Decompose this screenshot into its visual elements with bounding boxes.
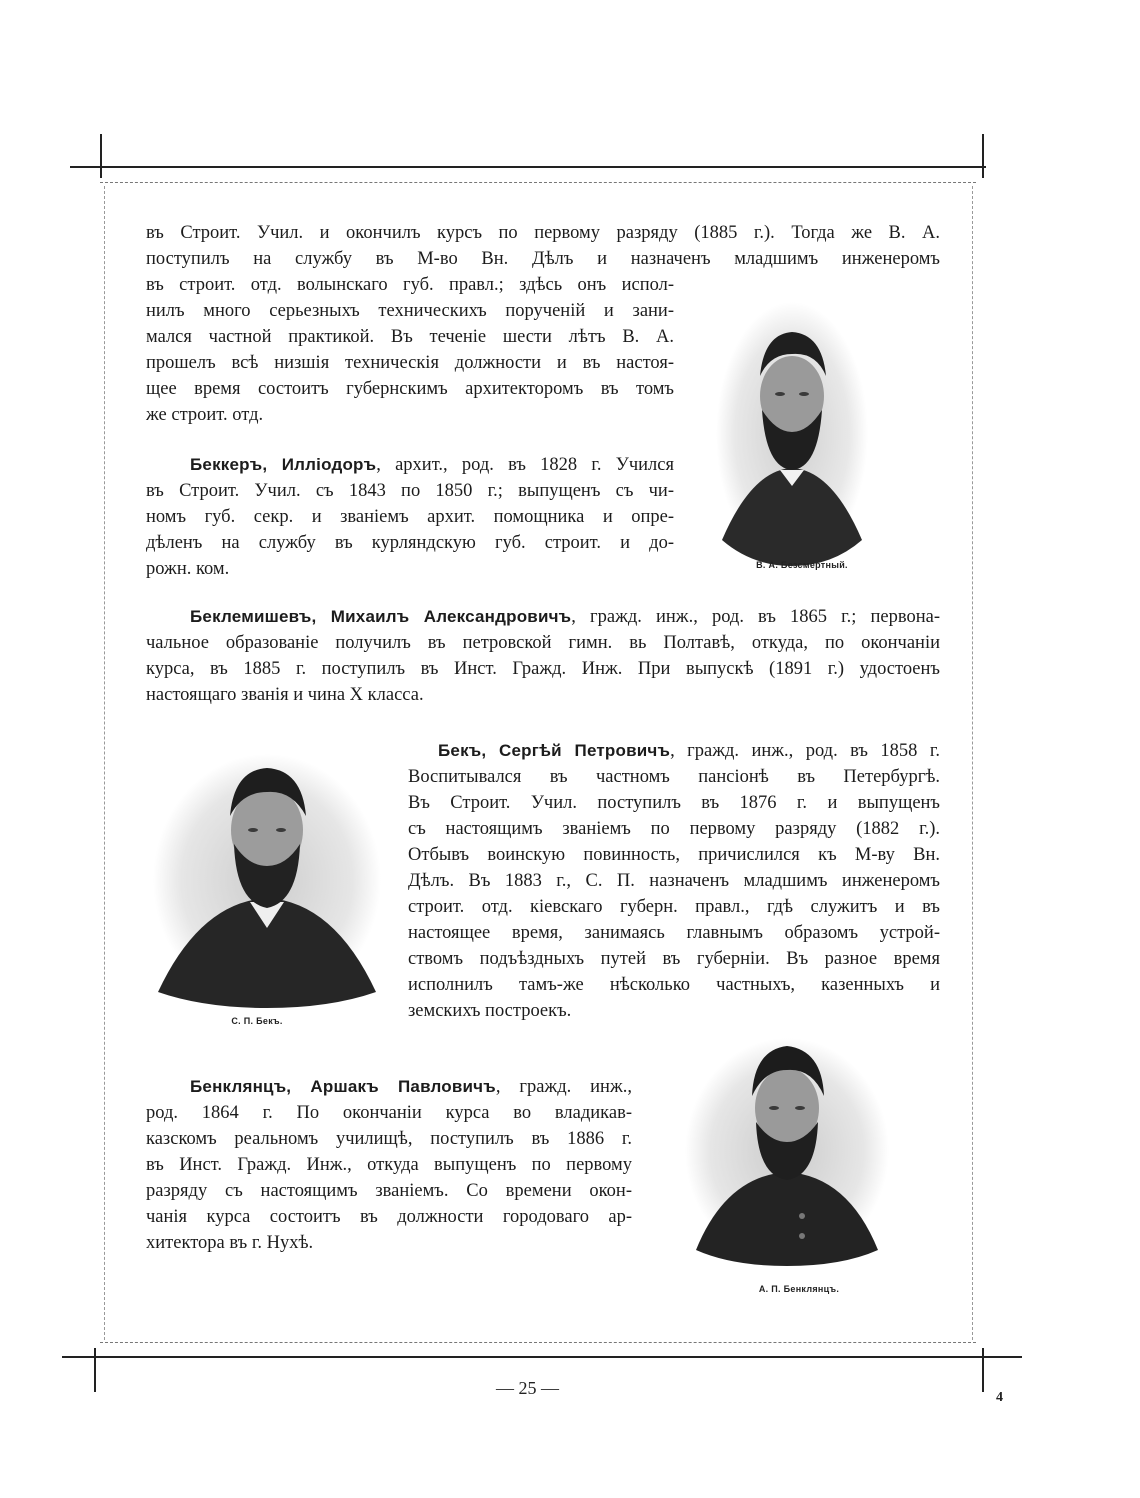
- beniklyants-line: чанія курса состоитъ въ должности городоваго ар-: [146, 1207, 632, 1227]
- right-tick-top: [982, 134, 984, 178]
- bek-line: строит. отд. кіевскаго губерн. правл., гдѣ служитъ и въ: [408, 897, 940, 917]
- caption-bezsmertny: В. А. Безсмертный.: [756, 560, 848, 570]
- bek-line: Отбывъ воинскую повинность, причислился къ М-ву Вн.: [408, 845, 940, 865]
- intro-line: прошелъ всѣ низшія техническія должности и въ настоя-: [146, 353, 674, 373]
- becker-line: , архит., род. въ 1828 г. Учился: [376, 455, 674, 475]
- bottom-rule: [62, 1356, 1022, 1358]
- intro-line: нилъ много серьезныхъ техническихъ порученій и зани-: [146, 301, 674, 321]
- bek-line: Въ Строит. Учил. поступилъ въ 1876 г. и выпущенъ: [408, 793, 940, 813]
- bek-line: настоящее время, занимаясь главнымъ образомъ устрой-: [408, 923, 940, 943]
- bek-line: исполнилъ тамъ-же нѣсколько частныхъ, казенныхъ и: [408, 975, 940, 995]
- portrait-beniklyants: [682, 1036, 892, 1266]
- left-tick-top: [100, 134, 102, 178]
- beklemishev-entry: [146, 604, 940, 708]
- intro-line: же строит. отд.: [146, 405, 264, 425]
- beniklyants-line: въ Инст. Гражд. Инж., откуда выпущенъ по первому: [146, 1155, 632, 1175]
- intro-line: въ строит. отд. волынскаго губ. правл.; здѣсь онъ испол-: [146, 275, 674, 295]
- beniklyants-line: хитектора въ г. Нухѣ.: [146, 1233, 314, 1253]
- intro-line: въ Строит. Учил. и окончилъ курсъ по первому разряду (1885 г.). Тогда же В. А.: [146, 223, 940, 243]
- caption-beniklyants: А. П. Бенклянцъ.: [758, 1284, 840, 1294]
- portrait-bek: [150, 752, 384, 1008]
- top-rule: [70, 166, 986, 168]
- beklemishev-line: курса, въ 1885 г. поступилъ въ Инст. Гражд. Инж. При выпускѣ (1891 г.) удостоенъ: [146, 659, 940, 679]
- becker-line: дѣленъ на службу въ курляндскую губ. строит. и до-: [146, 533, 674, 553]
- right-tick-bottom: [982, 1348, 984, 1392]
- bek-name: Бекъ, Сергѣй Петровичъ: [438, 741, 671, 760]
- beniklyants-name: Бенклянцъ, Аршакъ Павловичъ: [190, 1077, 496, 1096]
- becker-line: рожн. ком.: [146, 559, 230, 579]
- page-number: — 25 —: [496, 1378, 559, 1398]
- bottom-dashed-rule: [100, 1342, 976, 1343]
- left-tick-bottom: [94, 1348, 96, 1392]
- beniklyants-line: , гражд. инж.,: [495, 1077, 632, 1097]
- intro-paragraph-wrap: [146, 272, 674, 428]
- beniklyants-line: род. 1864 г. По окончаніи курса во владикав-: [146, 1103, 632, 1123]
- caption-bek: С. П. Бекъ.: [231, 1016, 283, 1026]
- becker-line: въ Строит. Учил. съ 1843 по 1850 г.; выпущенъ съ чи-: [146, 481, 674, 501]
- bek-line: земскихъ построекъ.: [408, 1001, 572, 1021]
- bek-line: Воспитывался въ частномъ пансіонѣ въ Петербургѣ.: [408, 767, 940, 787]
- corner-mark: 4: [996, 1390, 1003, 1405]
- becker-line: номъ губ. секр. и званіемъ архит. помощника и опре-: [146, 507, 674, 527]
- bek-line: Дѣлъ. Въ 1883 г., С. П. назначенъ младшимъ инженеромъ: [408, 871, 940, 891]
- intro-line: щее время состоитъ губернскимъ архитекторомъ въ томъ: [146, 379, 674, 399]
- intro-line: поступилъ на службу въ М-во Вн. Дѣлъ и назначенъ младшимъ инженеромъ: [146, 249, 940, 269]
- bek-line: съ настоящимъ званіемъ по первому разряду (1882 г.).: [408, 819, 940, 839]
- beklemishev-line: чальное образованіе получилъ въ петровской гимн. вь Полтавѣ, откуда, по окончаніи: [146, 633, 940, 653]
- beklemishev-line: , гражд. инж., род. въ 1865 г.; первона-: [571, 607, 940, 627]
- beniklyants-entry: [146, 1074, 632, 1256]
- becker-entry: [146, 452, 674, 582]
- right-dashed-border: [972, 186, 973, 1340]
- left-dashed-border: [104, 186, 105, 1340]
- portrait-bezsmertny: [712, 300, 872, 568]
- beklemishev-line: настоящаго званія и чина X класса.: [146, 685, 424, 705]
- bek-line: , гражд. инж., род. въ 1858 г.: [670, 741, 940, 761]
- bek-entry: [408, 738, 940, 1024]
- intro-paragraph: [146, 220, 940, 272]
- top-dashed-rule: [100, 182, 976, 183]
- beklemishev-name: Беклемишевъ, Михаилъ Александровичъ: [190, 607, 572, 626]
- becker-name: Беккеръ, Иллiодоръ: [190, 455, 377, 474]
- beniklyants-line: разряду съ настоящимъ званіемъ. Со времени окон-: [146, 1181, 632, 1201]
- intro-line: мался частной практикой. Въ теченіе шести лѣтъ В. А.: [146, 327, 674, 347]
- beniklyants-line: казскомъ реальномъ училищѣ, поступилъ въ 1886 г.: [146, 1129, 632, 1149]
- bek-line: ствомъ подъѣздныхъ путей въ губерніи. Въ разное время: [408, 949, 940, 969]
